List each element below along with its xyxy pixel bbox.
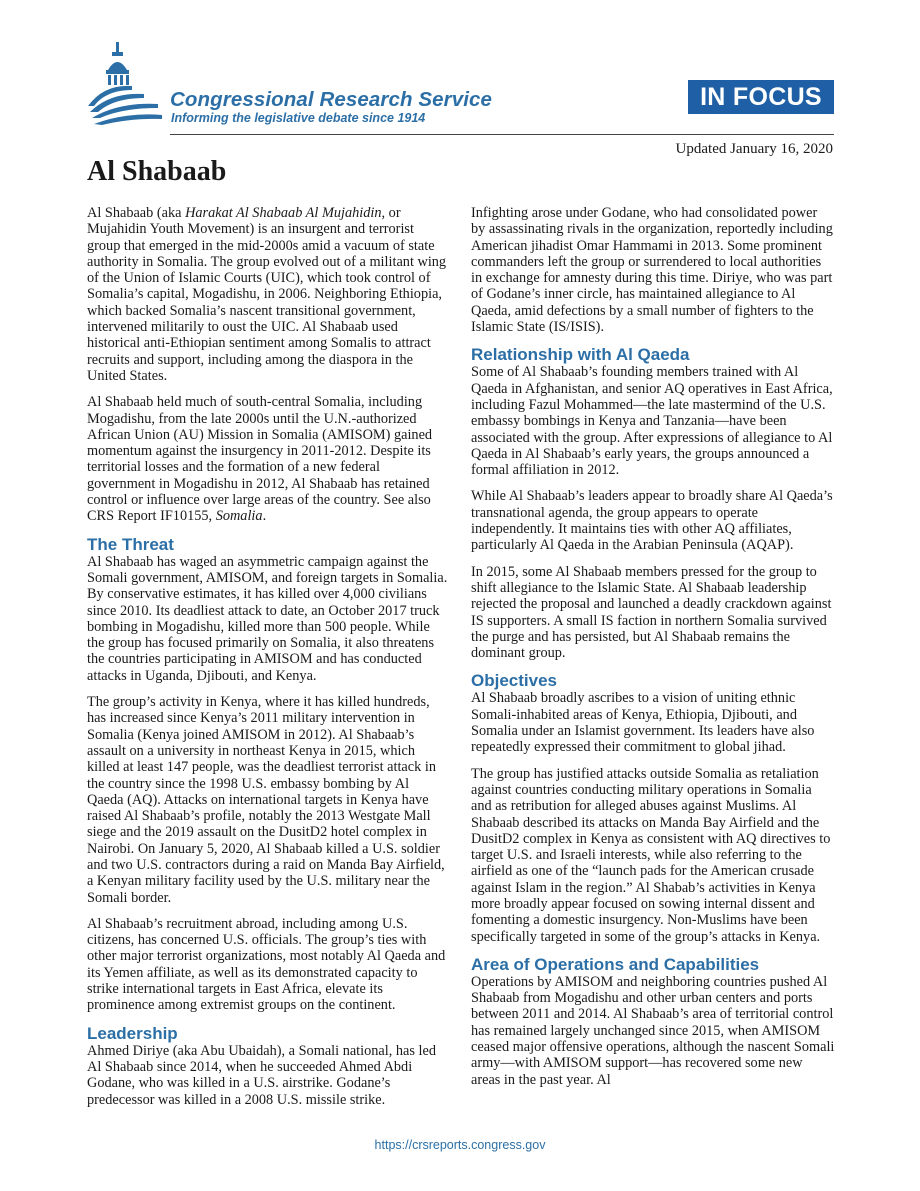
org-name: Congressional Research Service [170,88,493,111]
left-column [87,205,449,1118]
footer-url-link[interactable]: https://crsreports.congress.gov [374,1138,546,1152]
intro-paragraph-2: Al Shabaab held much of south-central Somalia, including Mogadishu, from the late 2000s until the U.N.-authorized African Union (AU) Mission in Somalia (AMISOM) gained momentum against the insurgency in 2011-2012. Despite its territorial losses and the formation of a new federal government in Mogadishu in 2012, Al Shabaab has retained control or influence over large areas of the country. See also CRS Report IF10155, Somalia. [87,394,433,525]
section-heading-leadership: Leadership [87,1023,178,1043]
updated-date: Updated January 16, 2020 [675,141,833,157]
section-heading-operations: Area of Operations and Capabilities [471,954,760,974]
section-heading-threat: The Threat [87,534,174,554]
objectives-paragraph-2: The group has justified attacks outside Somalia as retaliation against countries conducting military operations in Somalia and as retribution for alleged abuses against Muslims. Al Shabaab described its attacks on Manda Bay Airfield and the DusitD2 complex in Kenya as consistent with AQ directives to target U.S. and Israeli interests, while also referring to the airfield as one of the “launch pads for the American crusade against Islam in the region.” Al Shabab’s activities in Kenya more broadly appear focused on sowing internal dissent and fomenting a domestic insurgency. Non-Muslims have been specifically targeted in some of the group’s attacks in Kenya. [471,765,831,945]
leadership-paragraph-1: Ahmed Diriye (aka Abu Ubaidah), a Somali national, has led Al Shabaab since 2014, when he succeeded Ahmed Abdi Godane, who was killed in a U.S. airstrike. Godane’s predecessor was killed in a 2008 U.S. missile strike. [87,1042,436,1108]
product-badge: IN FOCUS [688,80,834,114]
section-heading-objectives: Objectives [471,671,557,691]
relationship-paragraph-1: Some of Al Shabaab’s founding members trained with Al Qaeda in Afghanistan, and senior AQ operatives in East Africa, including Fazul Mohammed—the late mastermind of the U.S. embassy bombings in Kenya and Tanzania—have been associated with the group. After expressions of allegiance to Al Qaeda in Al Shabaab’s early years, the groups announced a formal affiliation in 2012. [471,364,833,479]
threat-paragraph-1: Al Shabaab has waged an asymmetric campaign against the Somali government, AMISOM, and foreign targets in Somalia. By conservative estimates, it has killed over 4,000 civilians since 2010. Its deadliest attack to date, an October 2017 truck bombing in Mogadishu, killed more than 500 people. While the group has focused primarily on Somalia, it also threatens the countries participating in AMISOM and has conducted attacks in Uganda, Djibouti, and Kenya. [87,553,448,684]
objectives-paragraph-1: Al Shabaab broadly ascribes to a vision of uniting ethnic Somali-inhabited areas of Kenya, Ethiopia, Djibouti, and Somalia under an Islamist government. Its leaders have also repeatedly expressed their commitment to global jihad. [471,690,815,756]
page-header [0,0,920,157]
capitol-dome-icon [84,40,164,135]
intro-paragraph-1: Al Shabaab (aka Harakat Al Shabaab Al Mujahidin, or Mujahidin Youth Movement) is an insurgent and terrorist group that emerged in the mid-2000s amid a vacuum of state authority in Somalia. The group evolved out of a militant wing of the Union of Islamic Courts (UIC), which took control of Somalia’s capital, Mogadishu, in 2006. Neighboring Ethiopia, which backed Somalia’s nascent transitional government, intervened militarily to oust the UIC. Al Shabaab used historical anti-Ethiopian sentiment among Somalis to attract recruits and support, including among the diaspora in the United States. [87,205,447,384]
org-tagline: Informing the legislative debate since 1914 [171,111,426,125]
relationship-paragraph-3: In 2015, some Al Shabaab members pressed for the group to shift allegiance to the Islamic State. Al Shabaab leadership rejected the proposal and launched a deadly crackdown against IS supporters. A small IS faction in northern Somalia survived the purge and has persisted, but Al Shabaab remains the dominant group. [471,563,832,662]
threat-paragraph-3: Al Shabaab’s recruitment abroad, including among U.S. citizens, has concerned U.S. officials. The group’s ties with other major terrorist organizations, most notably Al Qaeda and its Yemen affiliate, as well as its demonstrated capacity to strike international targets in East Africa, elevate its prominence among extremist groups on the continent. [87,915,446,1014]
section-heading-relationship: Relationship with Al Qaeda [471,345,690,365]
operations-paragraph-1: Operations by AMISOM and neighboring countries pushed Al Shabaab from Mogadishu and other urban centers and ports between 2011 and 2014. Al Shabaab’s area of territorial control has remained largely unchanged since 2015, when AMISOM ceased major offensive operations, although the nascent Somali army—with AMISOM support—has recovered some new areas in the past year. Al [471,973,835,1088]
leadership-paragraph-2: Infighting arose under Godane, who had consolidated power by assassinating rivals in the organization, reportedly including American jihadist Omar Hammami in 2013. Some prominent commanders left the group or surrendered to local authorities in exchange for amnesty during this time. Diriye, who was part of Godane’s inner circle, has maintained allegiance to Al Qaeda, amid defections by a small number of fighters to the Islamic State (IS/ISIS). [471,205,833,336]
relationship-paragraph-2: While Al Shabaab’s leaders appear to broadly share Al Qaeda’s transnational agenda, the group appears to operate independently. It maintains ties with other AQ affiliates, particularly Al Qaeda in the Arabian Peninsula (AQAP). [471,488,833,554]
threat-paragraph-2: The group’s activity in Kenya, where it has killed hundreds, has increased since Kenya’s 2011 military intervention in Somalia (Kenya joined AMISOM in 2012). Al Shabaab’s assault on a university in northeast Kenya in 2015, which killed at least 147 people, was the deadliest terrorist attack in the country since the 1998 U.S. embassy bombing by Al Qaeda (AQ). Attacks on international targets in Kenya have raised Al Shabaab’s profile, notably the 2013 Westgate Mall siege and the 2019 assault on the DusitD2 hotel complex in Nairobi. On January 5, 2020, Al Shabaab killed a U.S. soldier and two U.S. contractors during a raid on Manda Bay Airfield, a Kenyan military facility used by the U.S. military near the Somali border. [87,694,445,906]
header-divider [170,134,834,135]
right-column [471,205,835,1098]
page-title: Al Shabaab [87,156,227,187]
